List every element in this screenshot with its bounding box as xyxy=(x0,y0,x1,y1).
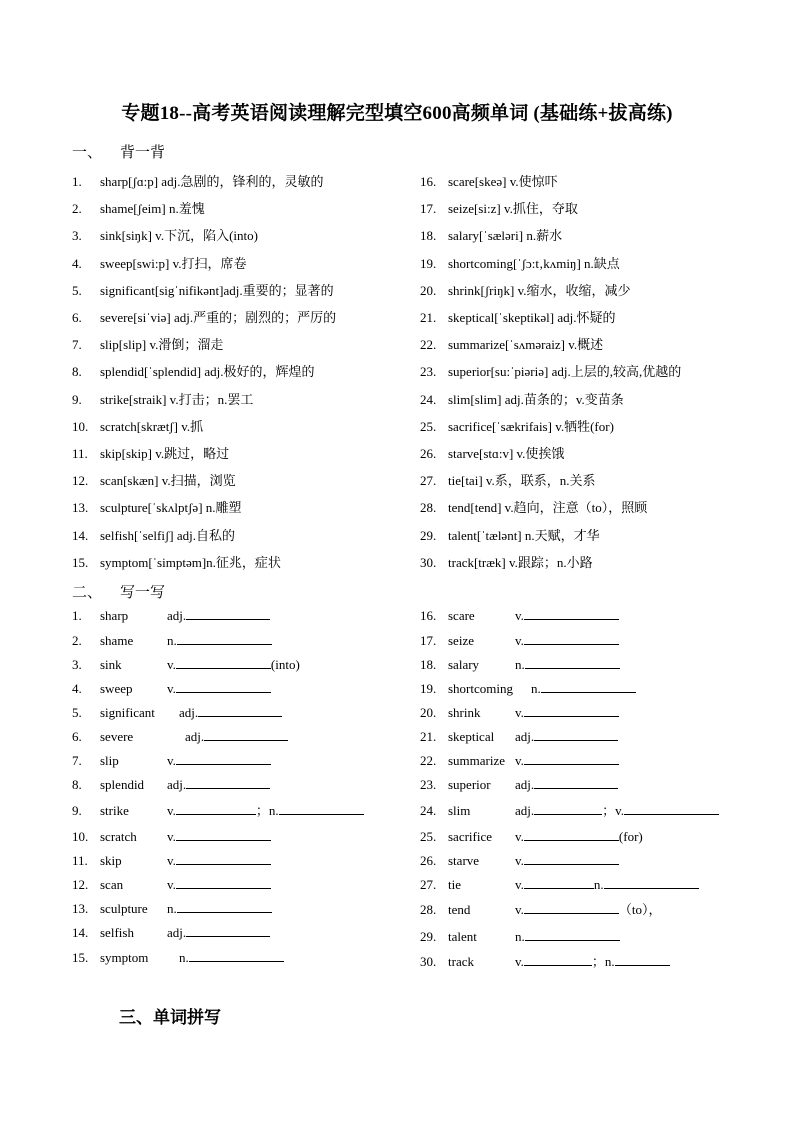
entry-suffix: （to）， xyxy=(618,902,662,917)
entry-separator: ；n. xyxy=(255,803,279,818)
answer-blank[interactable] xyxy=(177,899,272,913)
entry-text: strike[straik] v.打击；n.罢工 xyxy=(100,391,254,407)
entry-word: sharp xyxy=(100,608,129,623)
entry-word: salary xyxy=(448,657,480,672)
entry-word: severe xyxy=(100,729,134,744)
part-of-speech xyxy=(167,875,271,895)
part-of-speech-label: v. xyxy=(167,877,176,892)
entry-word: seize xyxy=(448,633,474,648)
answer-blank[interactable] xyxy=(525,927,620,941)
entry-number: 14. xyxy=(72,527,89,543)
entry-number: 21. xyxy=(420,729,437,744)
part-of-speech-label: n. xyxy=(179,950,189,965)
answer-blank[interactable] xyxy=(541,679,636,693)
part-of-speech xyxy=(167,851,271,871)
entry-number: 1. xyxy=(72,174,82,189)
part-of-speech-label: adj. xyxy=(167,608,187,623)
part-of-speech-label: n. xyxy=(515,657,525,672)
part-of-speech xyxy=(167,827,271,847)
entry-number: 15. xyxy=(72,950,89,965)
answer-blank[interactable] xyxy=(524,751,619,765)
entry-number: 17. xyxy=(420,633,437,648)
entry-text: skip[skip] v.跳过，略过 xyxy=(100,446,230,461)
entry-word: shame xyxy=(100,633,134,648)
answer-blank[interactable] xyxy=(176,751,271,765)
entry-number: 30. xyxy=(420,554,437,570)
entry-word: significant xyxy=(100,705,155,720)
section-1-heading xyxy=(72,141,165,162)
entry-number: 20. xyxy=(420,705,437,720)
entry-number: 8. xyxy=(72,364,82,380)
part-of-speech xyxy=(167,679,271,699)
part-of-speech xyxy=(515,900,662,920)
entry-word: strike xyxy=(100,803,129,818)
entry-word: scare xyxy=(448,608,475,623)
entry-text: track[træk] v.跟踪；n.小路 xyxy=(448,554,593,570)
entry-number: 2. xyxy=(72,633,82,648)
answer-blank[interactable] xyxy=(534,775,618,789)
answer-blank[interactable] xyxy=(524,606,619,620)
entry-text: sharp[ʃɑ:p] adj.急剧的，锋利的，灵敏的 xyxy=(100,174,324,189)
entry-number: 28. xyxy=(420,500,437,516)
entry-text: shrink[ʃriŋk] v.缩水，收缩，减少 xyxy=(448,282,631,298)
entry-number: 10. xyxy=(72,829,89,844)
part-of-speech xyxy=(167,801,364,821)
entry-text: scare[skeə] v.使惊吓 xyxy=(448,174,558,189)
entry-text: symptom[ˈsimptəm]n.征兆，症状 xyxy=(100,554,281,570)
answer-blank[interactable] xyxy=(177,631,272,645)
answer-blank[interactable] xyxy=(615,952,670,966)
entry-number: 24. xyxy=(420,391,437,407)
entry-word: talent xyxy=(448,929,477,944)
part-of-speech-label: v. xyxy=(515,753,524,768)
entry-word: slip xyxy=(100,753,119,768)
part-of-speech xyxy=(515,875,699,895)
entry-word: skip xyxy=(100,853,122,868)
answer-blank[interactable] xyxy=(176,875,271,889)
entry-separator: ；n. xyxy=(591,954,615,969)
entry-word: tie xyxy=(448,877,461,892)
entry-word: splendid xyxy=(100,777,145,792)
part-of-speech xyxy=(167,775,270,795)
entry-text: skeptical[ˈskeptikəl] adj.怀疑的 xyxy=(448,310,616,325)
entry-word: scratch xyxy=(100,829,137,844)
section-1-number: 一、 xyxy=(72,145,103,161)
entry-number: 13. xyxy=(72,901,89,916)
entry-number: 25. xyxy=(420,418,437,434)
part-of-speech-label: v. xyxy=(515,705,524,720)
part-of-speech-label: v. xyxy=(167,829,176,844)
entry-number: 16. xyxy=(420,608,437,623)
entry-number: 14. xyxy=(72,925,89,940)
entry-number: 4. xyxy=(72,255,82,271)
part-of-speech xyxy=(515,727,618,747)
entry-text: salary[ˈsæləri] n.薪水 xyxy=(448,228,563,244)
part-of-speech xyxy=(515,751,619,771)
part-of-speech xyxy=(515,703,619,723)
part-of-speech xyxy=(167,923,270,943)
entry-text: superior[su:ˈpiəriə] adj.上层的,较高,优越的 xyxy=(448,364,682,380)
entry-number: 18. xyxy=(420,657,437,672)
part-of-speech-label: adj. xyxy=(185,729,205,744)
entry-number: 5. xyxy=(72,282,82,298)
answer-blank[interactable] xyxy=(189,948,284,962)
entry-word: scan xyxy=(100,877,124,892)
answer-blank[interactable] xyxy=(534,727,618,741)
entry-text: selfish[ˈselfiʃ] adj.自私的 xyxy=(100,527,236,543)
part-of-speech-label: v. xyxy=(515,853,524,868)
answer-blank[interactable] xyxy=(204,727,288,741)
entry-word: skeptical xyxy=(448,729,495,744)
entry-number: 21. xyxy=(420,310,437,325)
entry-number: 11. xyxy=(72,853,88,868)
part-of-speech-label: adj. xyxy=(167,777,187,792)
entry-word: symptom xyxy=(100,950,149,965)
section-2-label: 写一写 xyxy=(120,585,166,601)
answer-blank[interactable] xyxy=(624,801,719,815)
entry-text: tend[tend] v.趋向，注意（to），照顾 xyxy=(448,500,648,516)
entry-number: 16. xyxy=(420,174,437,189)
entry-word: shortcoming xyxy=(448,681,513,696)
entry-number: 29. xyxy=(420,527,437,543)
part-of-speech xyxy=(515,606,619,626)
entry-word: sacrifice xyxy=(448,829,493,844)
answer-blank[interactable] xyxy=(524,952,592,966)
entry-number: 3. xyxy=(72,228,82,244)
part-of-speech-label: adj. xyxy=(515,803,535,818)
answer-blank[interactable] xyxy=(524,875,594,889)
entry-text: starve[stɑ:v] v.使挨饿 xyxy=(448,446,565,461)
part-of-speech-label: v. xyxy=(515,954,524,969)
answer-blank[interactable] xyxy=(186,606,270,620)
entry-word: sink xyxy=(100,657,122,672)
answer-blank[interactable] xyxy=(524,900,619,914)
entry-number: 9. xyxy=(72,803,82,818)
entry-word: track xyxy=(448,954,474,969)
part-of-speech xyxy=(185,727,288,747)
entry-text: scratch[skrætʃ] v.抓 xyxy=(100,418,204,434)
entry-number: 2. xyxy=(72,201,82,217)
answer-blank[interactable] xyxy=(525,655,620,669)
entry-number: 19. xyxy=(420,255,437,271)
entry-text: significant[sigˈnifikənt]adj.重要的；显著的 xyxy=(100,282,334,298)
part-of-speech-label: v. xyxy=(515,902,524,917)
entry-text: tie[tai] v.系，联系，n.关系 xyxy=(448,473,596,489)
part-of-speech-label: v. xyxy=(515,633,524,648)
answer-blank[interactable] xyxy=(176,827,271,841)
entry-number: 13. xyxy=(72,500,89,516)
entry-number: 20. xyxy=(420,282,437,298)
section-2-number: 二、 xyxy=(72,585,103,601)
entry-text: sculpture[ˈskʌlptʃə] n.雕塑 xyxy=(100,500,242,516)
answer-blank[interactable] xyxy=(186,775,270,789)
answer-blank[interactable] xyxy=(176,851,271,865)
page-title: 专题18--高考英语阅读理解完型填空600高频单词 (基础练+拔高练) xyxy=(121,103,673,124)
entry-text: severe[siˈviə] adj.严重的；剧烈的；严厉的 xyxy=(100,310,337,325)
entry-word: selfish xyxy=(100,925,134,940)
entry-text: sacrifice[ˈsækrifais] v.牺牲(for) xyxy=(448,418,614,434)
entry-number: 28. xyxy=(420,902,437,917)
entry-separator: ；v. xyxy=(602,803,625,818)
part-of-speech-label: v. xyxy=(167,681,176,696)
answer-blank[interactable] xyxy=(524,631,619,645)
entry-text: scan[skæn] v.扫描，浏览 xyxy=(100,473,236,489)
entry-number: 9. xyxy=(72,391,82,407)
part-of-speech xyxy=(515,631,619,651)
answer-blank[interactable] xyxy=(186,923,270,937)
entry-number: 26. xyxy=(420,853,437,868)
part-of-speech xyxy=(167,631,272,651)
entry-number: 22. xyxy=(420,337,437,353)
entry-number: 25. xyxy=(420,829,437,844)
part-of-speech-label: n. xyxy=(167,633,177,648)
entry-number: 27. xyxy=(420,473,437,489)
part-of-speech xyxy=(515,927,620,947)
entry-word: sweep xyxy=(100,681,133,696)
entry-number: 12. xyxy=(72,877,89,892)
part-of-speech xyxy=(179,703,282,723)
part-of-speech xyxy=(167,606,270,626)
part-of-speech-label: v. xyxy=(515,829,524,844)
part-of-speech xyxy=(531,679,636,699)
part-of-speech xyxy=(167,655,300,675)
entry-text: slim[slim] adj.苗条的；v.变苗条 xyxy=(448,391,624,407)
entry-number: 29. xyxy=(420,929,437,944)
answer-blank[interactable] xyxy=(524,851,619,865)
answer-blank[interactable] xyxy=(176,801,256,815)
entry-number: 22. xyxy=(420,753,437,768)
entry-number: 26. xyxy=(420,446,437,461)
entry-text: shame[ʃeim] n.羞愧 xyxy=(100,201,205,217)
entry-text: splendid[ˈsplendid] adj.极好的，辉煌的 xyxy=(100,364,315,380)
part-of-speech-label: adj. xyxy=(179,705,199,720)
entry-number: 6. xyxy=(72,310,82,325)
entry-number: 8. xyxy=(72,777,82,792)
entry-separator: n. xyxy=(593,877,604,892)
section-2-heading xyxy=(72,581,165,602)
entry-text: sweep[swi:p] v.打扫，席卷 xyxy=(100,255,247,271)
entry-number: 7. xyxy=(72,753,82,768)
entry-number: 27. xyxy=(420,877,437,892)
entry-word: summarize xyxy=(448,753,506,768)
entry-text: talent[ˈtælənt] n.天赋，才华 xyxy=(448,527,600,543)
part-of-speech-label: v. xyxy=(515,608,524,623)
part-of-speech xyxy=(167,899,272,919)
entry-suffix: (for) xyxy=(618,829,643,844)
entry-word: starve xyxy=(448,853,480,868)
section-3-heading: 三、单词拼写 xyxy=(119,1008,221,1027)
entry-word: superior xyxy=(448,777,491,792)
entry-number: 23. xyxy=(420,777,437,792)
answer-blank[interactable] xyxy=(524,827,619,841)
entry-number: 17. xyxy=(420,201,437,217)
part-of-speech-label: v. xyxy=(167,657,176,672)
entry-number: 18. xyxy=(420,228,437,244)
answer-blank[interactable] xyxy=(176,679,271,693)
part-of-speech xyxy=(515,952,670,972)
part-of-speech-label: n. xyxy=(515,929,525,944)
answer-blank[interactable] xyxy=(524,703,619,717)
entry-text: sink[siŋk] v.下沉，陷入(into) xyxy=(100,228,258,244)
part-of-speech xyxy=(515,655,620,675)
entry-word: tend xyxy=(448,902,471,917)
entry-number: 19. xyxy=(420,681,437,696)
part-of-speech xyxy=(515,827,643,847)
entry-number: 7. xyxy=(72,337,82,353)
section-1-label: 背一背 xyxy=(120,145,166,161)
part-of-speech-label: v. xyxy=(167,803,176,818)
answer-blank[interactable] xyxy=(198,703,282,717)
part-of-speech xyxy=(515,801,719,821)
entry-number: 30. xyxy=(420,954,437,969)
entry-number: 5. xyxy=(72,705,82,720)
entry-number: 3. xyxy=(72,657,82,672)
part-of-speech xyxy=(515,775,618,795)
entry-number: 4. xyxy=(72,681,82,696)
part-of-speech xyxy=(515,851,619,871)
entry-text: seize[si:z] v.抓住，夺取 xyxy=(448,201,578,217)
entry-number: 12. xyxy=(72,473,89,489)
answer-blank[interactable] xyxy=(534,801,602,815)
part-of-speech-label: adj. xyxy=(515,729,535,744)
entry-number: 23. xyxy=(420,364,437,380)
part-of-speech-label: n. xyxy=(531,681,541,696)
part-of-speech-label: v. xyxy=(167,853,176,868)
entry-number: 1. xyxy=(72,608,82,623)
part-of-speech xyxy=(167,751,271,771)
entry-suffix: (into) xyxy=(270,657,300,672)
part-of-speech-label: adj. xyxy=(515,777,535,792)
entry-number: 10. xyxy=(72,418,89,434)
entry-number: 24. xyxy=(420,803,437,818)
answer-blank[interactable] xyxy=(604,875,699,889)
entry-word: sculpture xyxy=(100,901,148,916)
part-of-speech-label: n. xyxy=(167,901,177,916)
entry-text: shortcoming[ˈʃɔ:t‚kʌmiŋ] n.缺点 xyxy=(448,255,620,271)
entry-number: 11. xyxy=(72,446,88,461)
entry-word: slim xyxy=(448,803,471,818)
answer-blank[interactable] xyxy=(279,801,364,815)
entry-word: shrink xyxy=(448,705,481,720)
part-of-speech-label: adj. xyxy=(167,925,187,940)
entry-text: slip[slip] v.滑倒；溜走 xyxy=(100,337,224,353)
entry-number: 6. xyxy=(72,729,82,744)
part-of-speech xyxy=(179,948,284,968)
part-of-speech-label: v. xyxy=(167,753,176,768)
answer-blank[interactable] xyxy=(176,655,271,669)
entry-text: summarize[ˈsʌməraiz] v.概述 xyxy=(448,337,604,353)
part-of-speech-label: v. xyxy=(515,877,524,892)
entry-number: 15. xyxy=(72,554,89,570)
